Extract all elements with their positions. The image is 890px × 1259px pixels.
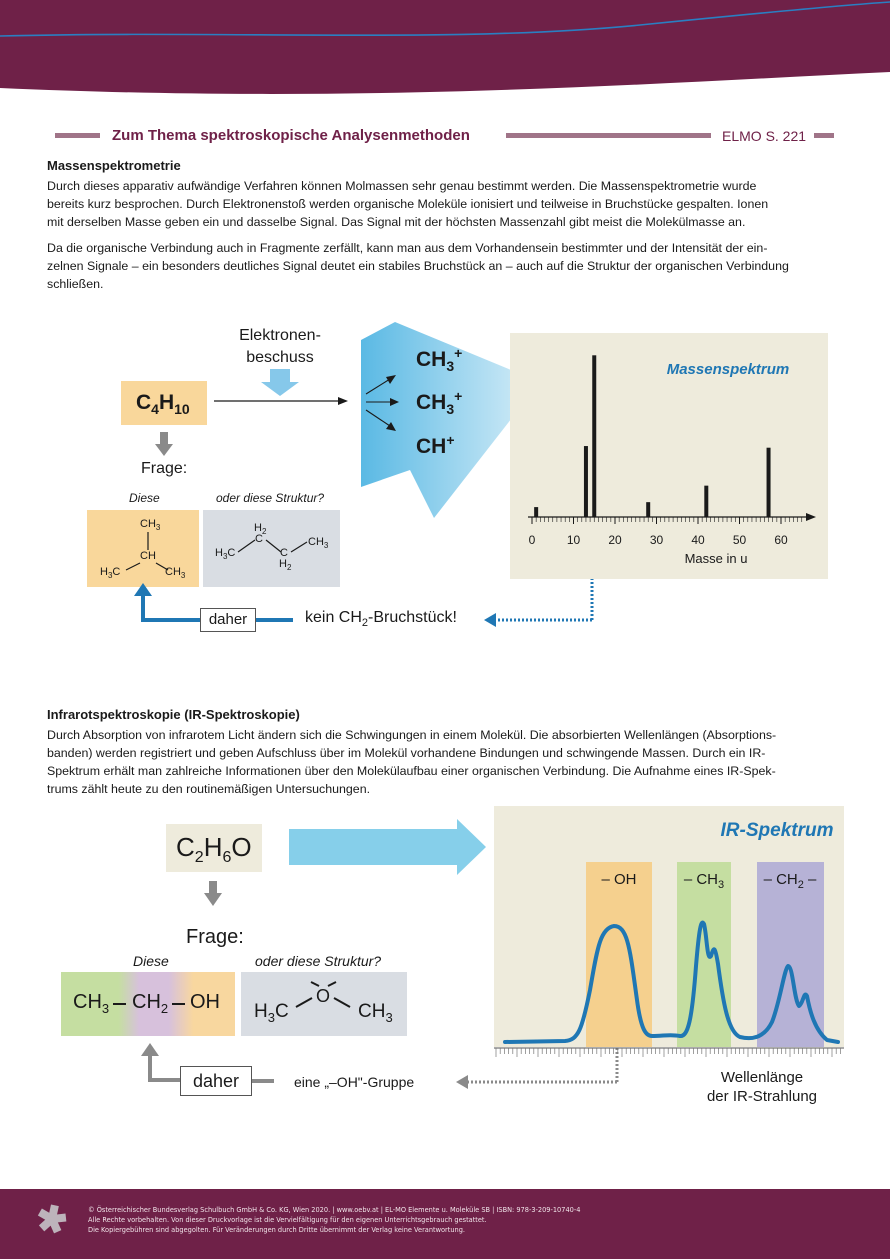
atom: H	[254, 522, 262, 534]
atom-sub: 2	[261, 527, 267, 537]
formula-part: H	[158, 391, 175, 414]
atom: C	[274, 1001, 289, 1022]
text-line: Spektrum erhält man zahlreiche Informationen über den Molekülaufbau einer organischen Verbindung. Die Aufnahme eines IR-Spek-	[47, 764, 776, 778]
fragment-sub: 3	[446, 401, 455, 418]
x-axis-label-line1: Wellenlänge	[720, 1069, 804, 1086]
formula-part: O	[231, 832, 252, 862]
atom: H	[254, 1001, 268, 1022]
x-tick-label: 20	[608, 533, 622, 547]
text-line: Da die organische Verbindung auch in Fragmente zerfällt, kann man aus dem Vorhandensein bestimmter und der Intensität der ein-	[47, 241, 768, 255]
atom: H	[279, 558, 287, 570]
atom-sub: 3	[107, 571, 113, 581]
option-b-label: oder diese Struktur?	[216, 491, 325, 505]
atom-sub: 3	[323, 541, 329, 551]
atom: C	[112, 566, 121, 578]
atom-sub: 3	[180, 571, 186, 581]
x-tick-label: 10	[566, 533, 581, 547]
footer-line: Die Kopiergebühren sind abgegolten. Für Veränderungen durch Dritte übernimmt der Verlag keine Verantwortung.	[88, 1226, 465, 1234]
ir-option-a-label: Diese	[133, 953, 169, 969]
ir-question-label: Frage:	[186, 926, 244, 948]
atom-sub: 3	[155, 523, 161, 533]
isobutane-center: CH	[140, 550, 156, 562]
group-sub: 3	[101, 1001, 110, 1016]
atom-sub: 3	[385, 1009, 393, 1025]
fragment-charge: +	[454, 345, 463, 361]
ir-spec-heading: Infrarotspektroskopie (IR-Spektroskopie)	[47, 707, 300, 722]
atom: CH	[165, 566, 181, 578]
electron-beam-label-line2: beschuss	[246, 349, 314, 366]
ir-option-b-label: oder diese Struktur?	[255, 953, 382, 969]
electron-beam-label-line1: Elektronen-	[239, 327, 321, 344]
mass-spec-heading: Massenspektrometrie	[47, 158, 181, 173]
conclusion-part: kein CH	[305, 609, 362, 626]
atom-sub: 3	[267, 1009, 275, 1025]
text-line: Durch dieses apparativ aufwändige Verfahren können Molmassen sehr genau bestimmt werden. Die Massenspektrometrie wurde	[47, 179, 757, 193]
footer-text	[88, 1205, 580, 1235]
band-label-ch2: – $CH_2$ –	[763, 871, 817, 891]
text-line: mit derselben Masse geben ein und dasselbe Signal. Das Signal mit der höchsten Massenzahl gibt meist die Molekülmasse an.	[47, 215, 746, 229]
formula-part: C	[176, 832, 195, 862]
band-label-ch3: – $CH_3$	[683, 871, 725, 891]
group: CH	[73, 991, 102, 1013]
x-axis-label-line2: der IR-Strahlung	[706, 1088, 818, 1105]
daher-box-ir: daher	[180, 1066, 252, 1096]
group-sub: 2	[160, 1001, 169, 1016]
question-label: Frage:	[141, 460, 188, 477]
formula-sub: 2	[194, 849, 204, 867]
conclusion-sub: 2	[361, 617, 369, 630]
section-title: Zum Thema spektroskopische Analysenmethoden	[112, 127, 470, 144]
butane-c2: C	[280, 547, 288, 559]
conclusion-part: -Bruchstück!	[368, 609, 457, 626]
conclusion-oh-group: eine „–OH"-Gruppe	[294, 1074, 415, 1090]
text-line: bereits kurz besprochen. Durch Elektronenstoß werden organische Moleküle ionisiert und teilweise in Bruchstücke gespalten. Ionen	[47, 197, 769, 211]
page-reference: ELMO S. 221	[722, 128, 807, 144]
atom: CH	[308, 536, 324, 548]
formula-sub: 10	[174, 401, 190, 418]
x-tick-label: 40	[691, 533, 705, 547]
x-tick-label: 60	[774, 533, 788, 547]
group: CH	[132, 991, 161, 1013]
atom-sub: 2	[286, 563, 292, 573]
formula-sub: 4	[151, 401, 159, 418]
ether-o: O	[316, 986, 331, 1006]
fragment-base: CH	[416, 435, 447, 458]
footer-line: © Österreichischer Bundesverlag Schulbuch GmbH & Co. KG, Wien 2020. | www.oebv.at | EL-MO Elemente u. Moleküle SB | ISBN: 978-3-209-10740-4	[88, 1206, 581, 1214]
text-line: Durch Absorption von infrarotem Licht ändern sich die Schwingungen in einem Molekül. Die absorbierten Wellenlängen (Absorptions-	[47, 728, 777, 742]
fragment-sub: 3	[446, 358, 455, 375]
x-tick-label: 50	[732, 533, 747, 547]
butane-c1: C	[255, 533, 263, 545]
formula-part: C	[136, 391, 152, 414]
text-line: zelnen Signale – ein besonders deutliches Signal deutet ein stabiles Bruchstück an – auch auf die Struktur der organischen Verbindung	[47, 259, 789, 273]
formula-sub: 6	[222, 849, 232, 867]
atom: CH	[140, 518, 156, 530]
daher-box-mass: daher	[200, 608, 256, 632]
fragment-charge: +	[446, 432, 455, 448]
footer-line: Alle Rechte vorbehalten. Von dieser Druckvorlage ist die Vervielfältigung für den eigenen Unterrichtsgebrauch gestattet.	[88, 1216, 487, 1224]
atom: CH	[358, 1001, 386, 1022]
atom: C	[227, 547, 236, 559]
ethanol-oh: OH	[190, 991, 220, 1013]
fragment-base: CH	[416, 348, 447, 371]
chart-title: IR-Spektrum	[720, 820, 834, 841]
atom: H	[215, 547, 223, 559]
option-a-label: Diese	[129, 491, 160, 505]
x-axis-label: Masse in u	[684, 551, 748, 566]
band-label-oh: – OH	[601, 871, 637, 888]
chart-title: Massenspektrum	[666, 361, 790, 378]
fragment-charge: +	[454, 388, 463, 404]
fragment-base: CH	[416, 391, 447, 414]
text-line: banden) werden registriert und geben Aufschluss über im Molekül vorhandene Bindungen und schwingende Massen. Durch ein IR-	[47, 746, 766, 760]
x-tick-label: 0	[528, 533, 536, 547]
text-line: schließen.	[47, 277, 104, 291]
atom: H	[100, 566, 108, 578]
formula-part: H	[203, 832, 223, 862]
atom-sub: 3	[222, 552, 228, 562]
x-tick-label: 30	[649, 533, 664, 547]
text-line: trums zählt heute zu den routinemäßigen Untersuchungen.	[47, 782, 371, 796]
